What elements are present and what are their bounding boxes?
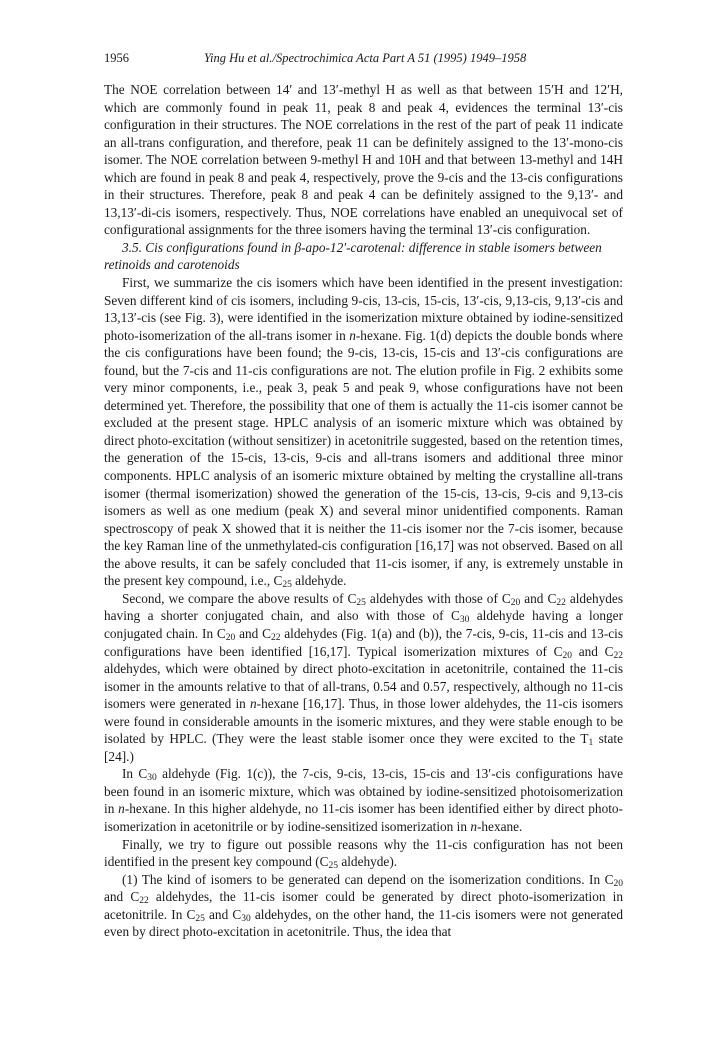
page-number: 1956 [104, 51, 129, 65]
section-heading-3-5: 3.5. Cis configurations found in β-apo-12′-carotenal: difference in stable isomers between retinoids and carotenoids [104, 239, 602, 273]
article-body [104, 81, 623, 941]
paragraph-noe-correlations: The NOE correlation between 14′ and 13′-methyl H as well as that between 15′H and 12′H, which are commonly found in peak 11, peak 8 and peak 4, evidences the terminal 13′-cis configuration in their structures. The NOE correlations in the rest of the part of peak 11 indicate an all-trans configuration, and therefore, peak 11 can be definitely assigned to the 13′-mono-cis isomer. The NOE correlation between 9-methyl H and 10H and that between 13-methyl and 14H which are found in peak 8 and peak 4, respectively, prove the 9-cis and the 13-cis configurations in their structures. Therefore, peak 8 and peak 4 can be definitely assigned to the 9,13′- and 13,13′-di-cis isomers, respectively. Thus, NOE correlations have enabled an unequivocal set of configurational assignments for the three isomers having the terminal 13′-cis configuration. [104, 82, 623, 238]
paragraph-point-1: (1) The kind of isomers to be generated can depend on the isomerization conditions. In $C_{20}$ and $C_{22}$ aldehydes, the 11-cis isomer could be generated by direct photo-isomerization in acetonitrile. In $C_{25}$ and $C_{30}$ aldehydes, on the other hand, the 11-cis isomers were not generated even by direct photo-excitation in acetonitrile. Thus, the idea that [104, 871, 623, 940]
paragraph-c30-aldehyde: In $C_{30}$ aldehyde (Fig. 1(c)), the 7-cis, 9-cis, 13-cis, 15-cis and 13′-cis configurations have been found in an isomeric mixture, which was obtained by iodine-sensitized photoisomerization in n-hexane. In this higher aldehyde, no 11-cis isomer has been identified either by direct photo-isomerization in acetonitrile or by iodine-sensitized isomerization in n-hexane. [104, 766, 623, 834]
paragraph-finally: Finally, we try to figure out possible reasons why the 11-cis configuration has not been identified in the present key compound ($C_{25}$ aldehyde). [104, 836, 623, 872]
paragraph-second-compare: Second, we compare the above results of $C_{25}$ aldehydes with those of $C_{20}$ and $C_{22}$ aldehydes having a shorter conjugated chain, and also with those of $C_{30}$ aldehyde having a longer conjugated chain. In $C_{20}$ and $C_{22}$ aldehydes (Fig. 1(a) and (b)), the 7-cis, 9-cis, 11-cis and 13-cis configurations have been identified [16,17]. Typical isomerization mixtures of $C_{20}$ and $C_{22}$ aldehydes, which were obtained by direct photo-excitation in acetonitrile, contained the 11-cis isomer in the amounts relative to that of all-trans, 0.54 and 0.57, respectively, although no 11-cis isomers were generated in n-hexane [16,17]. Thus, in those lower aldehydes, the 11-cis isomers were found in considerable amounts in the isomeric mixtures, and they were stable enough to be isolated by HPLC. (They were the least stable isomer once they were excited to the $T_1$ state [24].) [104, 590, 624, 764]
journal-citation: Ying Hu et al./Spectrochimica Acta Part A 51 (1995) 1949–1958 [204, 51, 527, 65]
paragraph-first-summary: First, we summarize the cis isomers which have been identified in the present investigation: Seven different kind of cis isomers, including 9-cis, 13-cis, 15-cis, 13′-cis, 9,13-cis, 9,13′-cis and 13,13′-cis (see Fig. 3), were identified in the isomerization mixture obtained by iodine-sensitized photo-isomerization of the all-trans isomer in n-hexane. Fig. 1(d) depicts the double bonds where the cis configurations have been found; the 9-cis, 13-cis, 15-cis and 13′-cis configurations are found, but the 7-cis and 11-cis configurations are not. The elution profile in Fig. 2 exhibits some very minor components, i.e., peak 3, peak 5 and peak 9, whose configurations have not been determined yet. Therefore, the possibility that one of them is actually the 11-cis isomer cannot be excluded at the present stage. HPLC analysis of an isomeric mixture which was obtained by direct photo-excitation (without sensitizer) in acetonitrile suggested, based on the retention times, the generation of the 15-cis, 13-cis, 9-cis and all-trans isomers and additional three minor components. HPLC analysis of an isomeric mixture obtained by melting the crystalline all-trans isomer (thermal isomerization) showed the generation of the 15-cis, 13-cis, 9-cis and 9,13-cis isomers as well as one medium (peak X) and several minor unidentified components. Raman spectroscopy of peak X showed that it is neither the 11-cis isomer nor the 7-cis isomer, because the key Raman line of the unmethylated-cis configuration [16,17] was not observed. Based on all the above results, it can be safely concluded that 11-cis isomer, if any, is extremely unstable in the present key compound, i.e., $C_{25}$ aldehyde. [104, 275, 623, 591]
